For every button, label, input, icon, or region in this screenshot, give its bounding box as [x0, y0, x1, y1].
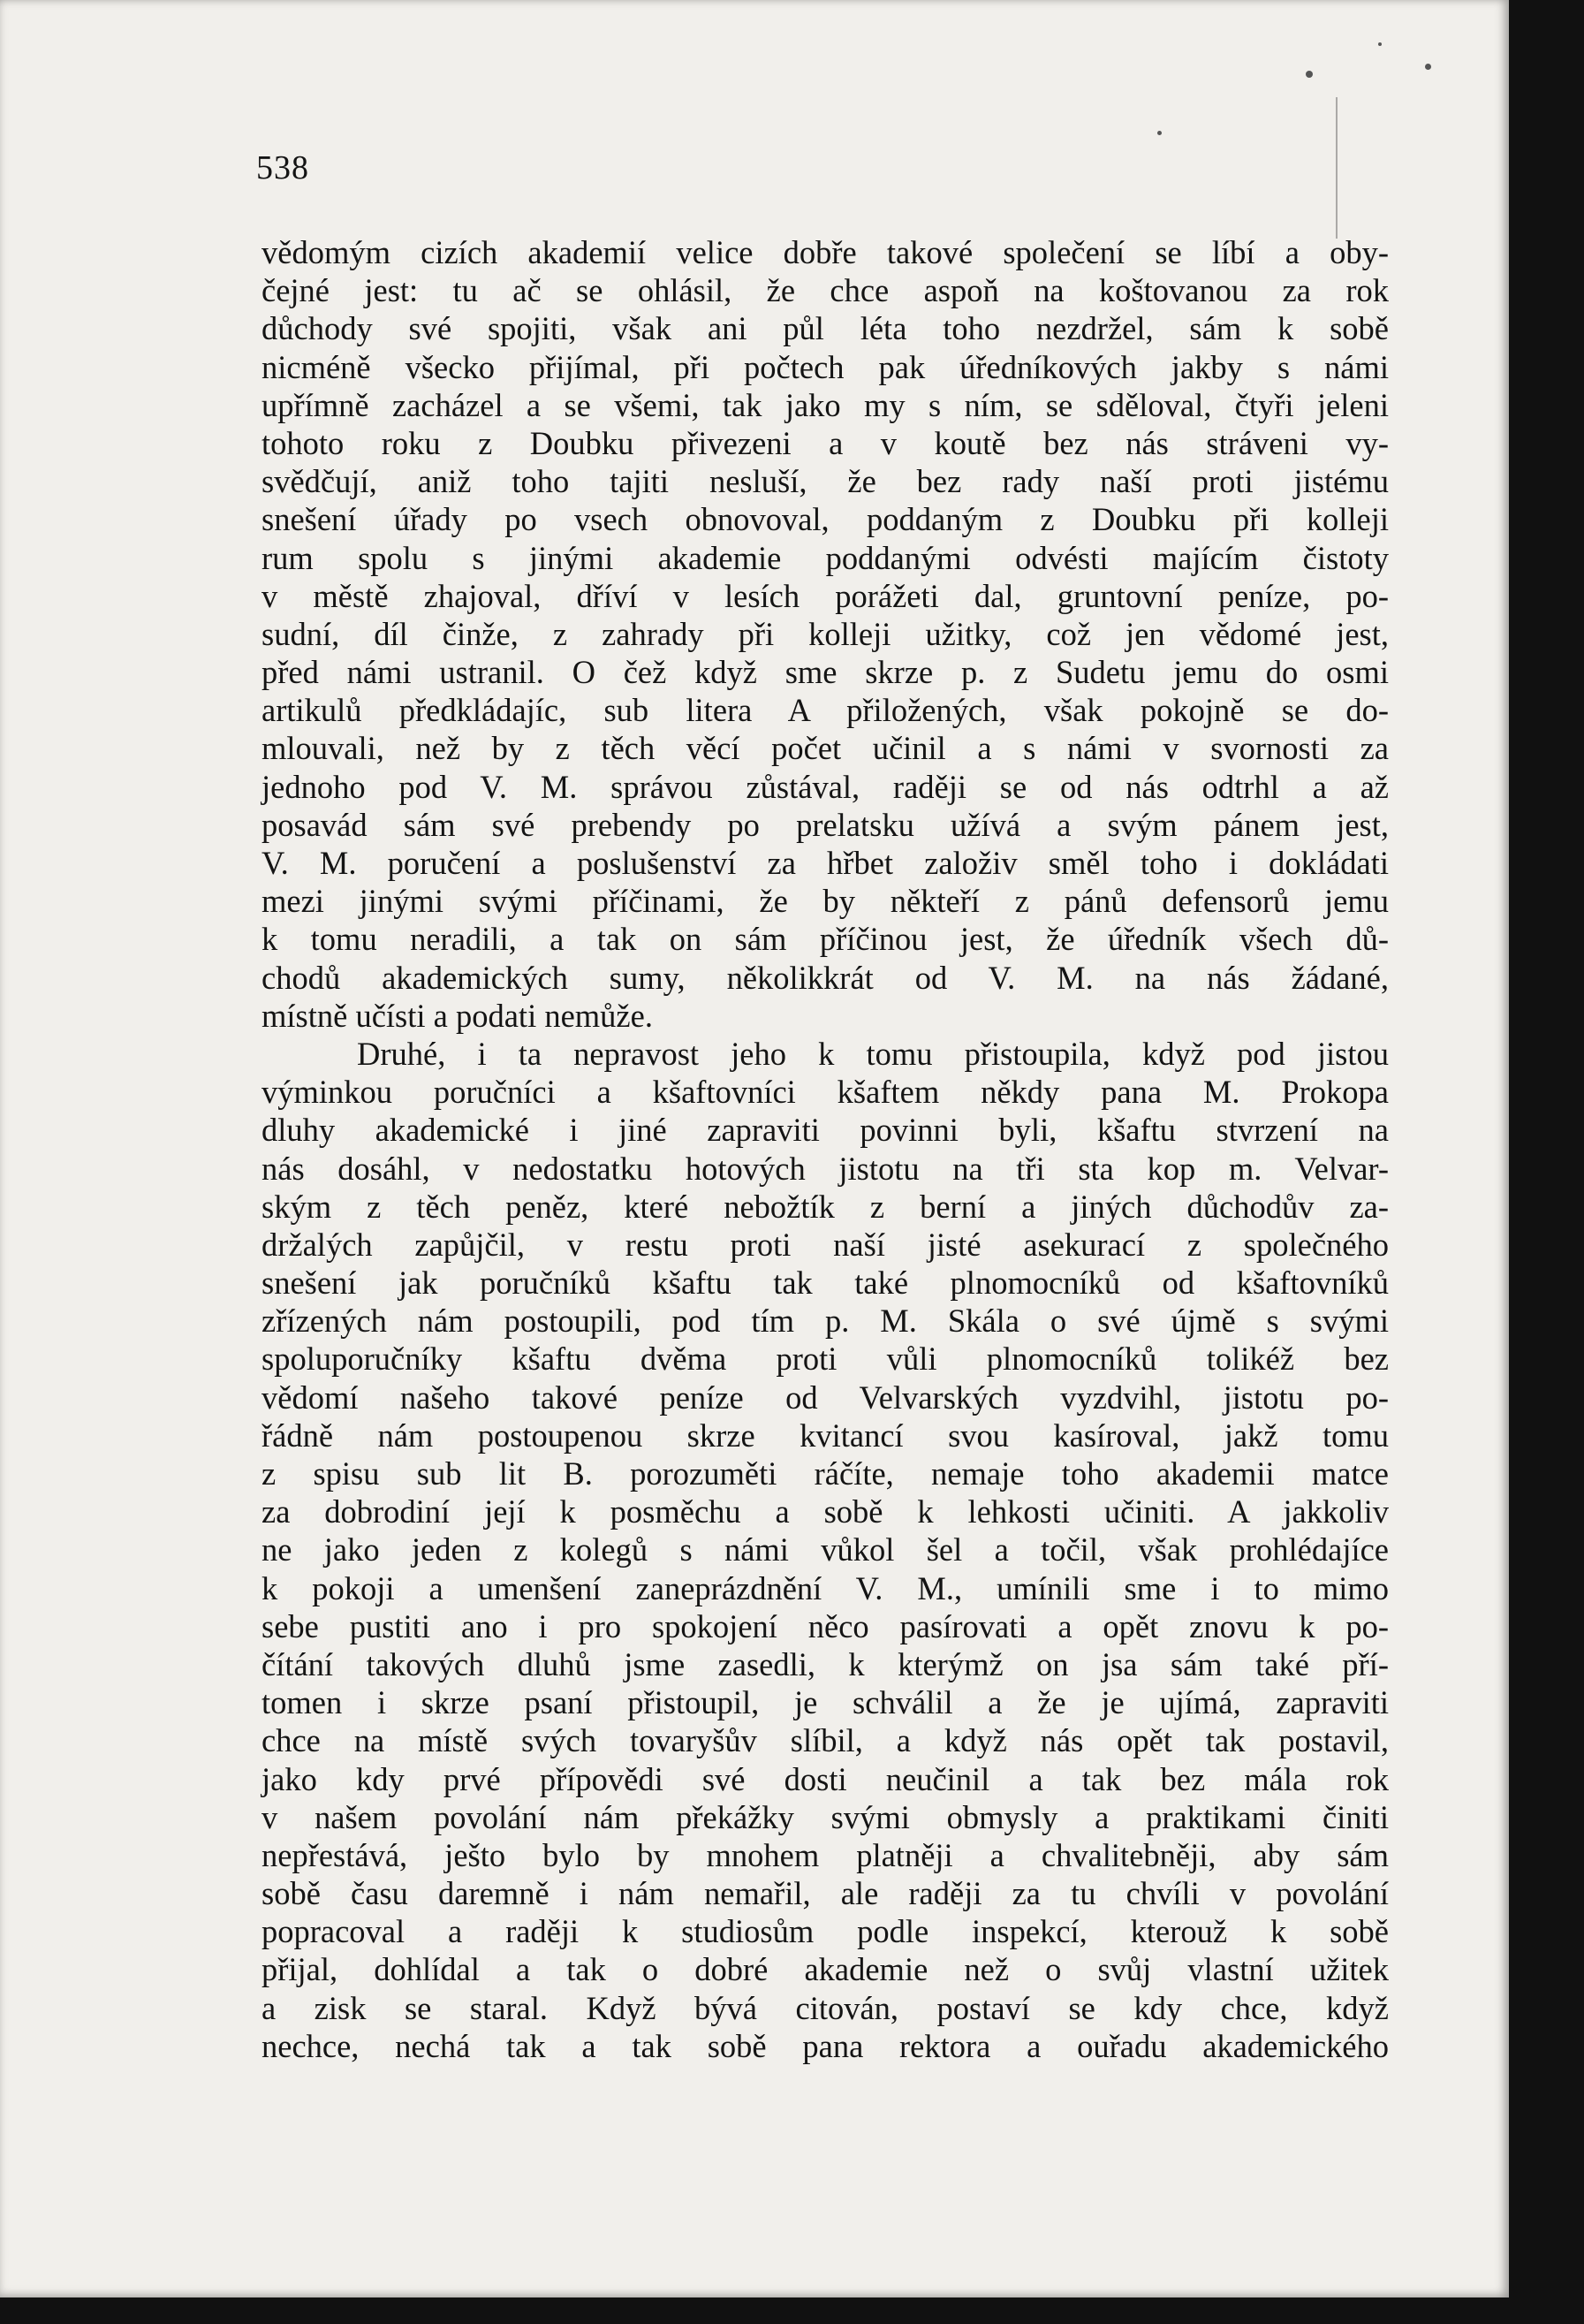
text-line: držalých zapůjčil, v restu proti naší jisté asekurací z společného — [261, 1226, 1389, 1263]
text-line: upřímně zacházel a se všemi, tak jako my s ním, se sděloval, čtyři jeleni — [261, 386, 1389, 423]
text-line: popracoval a raději k studiosům podle inspekcí, kterouž k sobě — [261, 1913, 1389, 1950]
text-line: sebe pustiti ano i pro spokojení něco pasírovati a opět znovu k po- — [261, 1607, 1389, 1644]
text-line: v našem povolání nám překážky svými obmysly a praktikami činiti — [261, 1798, 1389, 1835]
text-line: chce na místě svých tovaryšův slíbil, a když nás opět tak postavil, — [261, 1722, 1389, 1759]
text-line: čítání takových dluhů jsme zasedli, k kterýmž on jsa sám také pří- — [261, 1645, 1389, 1682]
text-line: sudní, díl činže, z zahrady při kolleji užitky, což jen vědomé jest, — [261, 615, 1389, 652]
print-speck — [1306, 71, 1313, 78]
text-line: tohoto roku z Doubku přivezeni a v koutě bez nás stráveni vy- — [261, 424, 1389, 461]
text-line: za dobrodiní její k posměchu a sobě k lehkosti učiniti. A jakkoliv — [261, 1493, 1389, 1530]
text-line: před námi ustranil. O čež když sme skrze p. z Sudetu jemu do osmi — [261, 654, 1389, 691]
text-line: tomen i skrze psaní přistoupil, je schválil a že je ujímá, zapraviti — [261, 1684, 1389, 1721]
text-line: snešení jak poručníků kšaftu tak také plnomocníků od kšaftovníků — [261, 1265, 1389, 1302]
text-line: Druhé, i ta nepravost jeho k tomu přistoupila, když pod jistou — [357, 1035, 1389, 1072]
text-line: jako kdy prvé přípovědi své dosti neučinil a tak bez mála rok — [261, 1760, 1389, 1797]
text-line: artikulů předkládajíc, sub litera A přiložených, však pokojně se do- — [261, 692, 1389, 729]
text-line: sobě času daremně i nám nemařil, ale raději za tu chvíli v povolání — [261, 1875, 1389, 1912]
text-line: a zisk se staral. Když bývá citován, postaví se kdy chce, když — [261, 1989, 1389, 2026]
text-line: svědčují, aniž toho tajiti nesluší, že bez rady naší proti jistému — [261, 463, 1389, 500]
body-text — [261, 233, 1389, 2065]
text-line: vědomým cizích akademií velice dobře takové společení se líbí a oby- — [261, 234, 1389, 270]
text-line: mezi jinými svými příčinami, že by někteří z pánů defensorů jemu — [261, 883, 1389, 920]
text-line: v městě zhajoval, dříví v lesích porážeti dal, gruntovní peníze, po- — [261, 577, 1389, 614]
scan-border-bottom — [0, 2297, 1584, 2324]
text-line: zřízených nám postoupili, pod tím p. M. Skála o své újmě s svými — [261, 1303, 1389, 1340]
text-line: přijal, dohlídal a tak o dobré akademie než o svůj vlastní užitek — [261, 1951, 1389, 1988]
text-line: snešení úřady po vsech obnovoval, poddaným z Doubku při kolleji — [261, 501, 1389, 538]
text-line: výminkou poručníci a kšaftovníci kšaftem někdy pana M. Prokopa — [261, 1074, 1389, 1111]
text-line: spoluporučníky kšaftu dvěma proti vůli plnomocníků tolikéž bez — [261, 1340, 1389, 1378]
text-line: nicméně všecko přijímal, při počtech pak úředníkových jakby s námi — [261, 348, 1389, 385]
text-line: mlouvali, než by z těch věcí počet učinil a s námi v svornosti za — [261, 730, 1389, 767]
text-line: ne jako jeden z kolegů s námi vůkol šel a točil, však prohlédajíce — [261, 1531, 1389, 1568]
print-speck — [1157, 131, 1162, 135]
text-line: k pokoji a umenšení zaneprázdnění V. M., umínili sme i to mimo — [261, 1569, 1389, 1606]
text-line: jednoho pod V. M. správou zůstával, raději se od nás odtrhl a až — [261, 768, 1389, 805]
page-number: 538 — [256, 149, 309, 186]
text-line: vědomí našeho takové peníze od Velvarských vyzdvihl, jistotu po- — [261, 1378, 1389, 1416]
text-line: nepřestává, ješto bylo by mnohem platněji a chvalitebněji, aby sám — [261, 1836, 1389, 1873]
text-line: nechce, nechá tak a tak sobě pana rektora a ouřadu akademického — [261, 2027, 1389, 2064]
print-speck — [1425, 64, 1431, 70]
text-line: V. M. poručení a poslušenství za hřbet založiv směl toho i dokládati — [261, 845, 1389, 881]
text-line: k tomu neradili, a tak on sám příčinou jest, že úředník všech dů- — [261, 921, 1389, 958]
text-line: posavád sám své prebendy po prelatsku užívá a svým pánem jest, — [261, 806, 1389, 843]
text-line: chodů akademických sumy, několikkrát od V. M. na nás žádané, — [261, 959, 1389, 996]
text-line: z spisu sub lit B. porozuměti ráčíte, nemaje toho akademii matce — [261, 1455, 1389, 1492]
text-line: místně učísti a podati nemůže. — [261, 997, 653, 1034]
text-line: řádně nám postoupenou skrze kvitancí svou kasíroval, jakž tomu — [261, 1416, 1389, 1454]
page-fold-mark — [1336, 97, 1338, 239]
scan-border-right — [1509, 0, 1584, 2324]
text-line: nás dosáhl, v nedostatku hotových jistotu na tři sta kop m. Velvar- — [261, 1150, 1389, 1187]
text-line: rum spolu s jinými akademie poddanými odvésti majícím čistoty — [261, 539, 1389, 576]
text-line: čejné jest: tu ač se ohlásil, že chce aspoň na koštovanou za rok — [261, 272, 1389, 309]
print-speck — [1378, 42, 1382, 46]
text-line: dluhy akademické i jiné zapraviti povinni byli, kšaftu stvrzení na — [261, 1112, 1389, 1149]
text-line: důchody své spojiti, však ani půl léta toho nezdržel, sám k sobě — [261, 310, 1389, 347]
text-line: ským z těch peněz, které nebožtík z berní a jiných důchodův za- — [261, 1188, 1389, 1225]
